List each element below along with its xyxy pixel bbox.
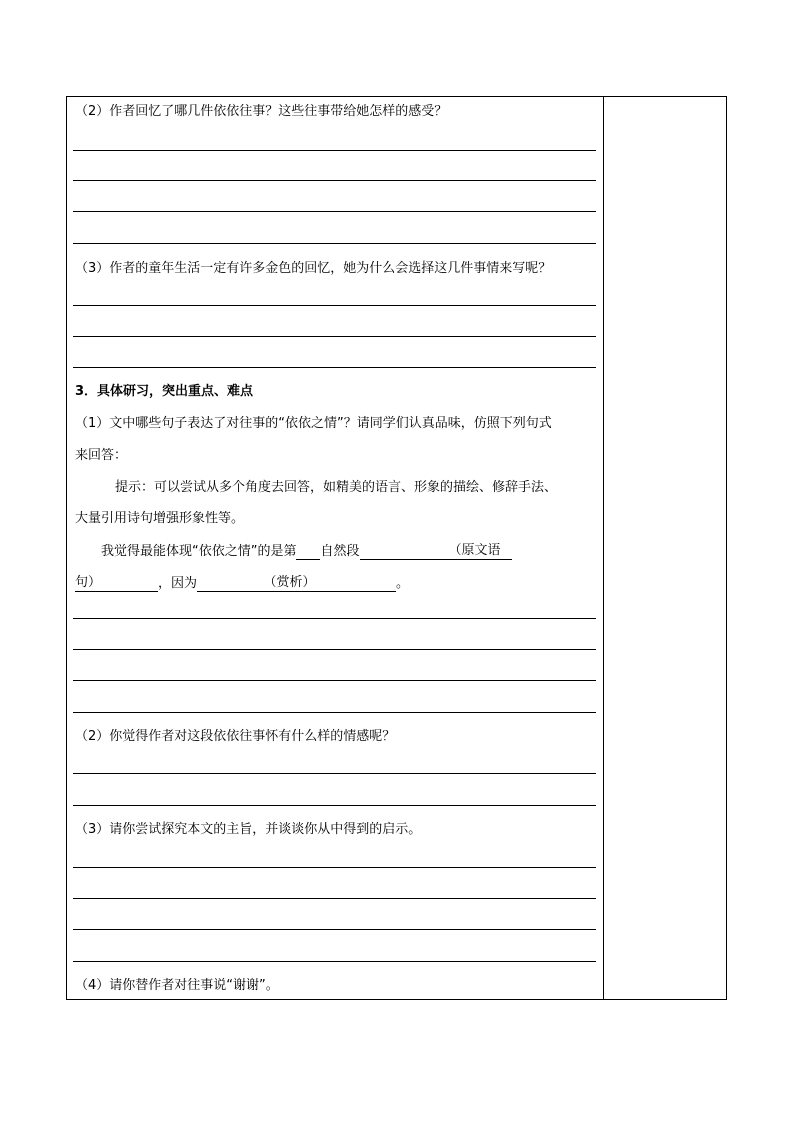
- answer-line[interactable]: [73, 867, 596, 868]
- template-text: （原文语: [438, 543, 512, 560]
- answer-line[interactable]: [73, 150, 596, 151]
- analysis-blank[interactable]: [197, 575, 262, 592]
- answer-line[interactable]: [73, 712, 596, 713]
- answer-line[interactable]: [73, 773, 596, 774]
- template-text: 我觉得最能体现“依依之情”的是第: [101, 544, 297, 559]
- answer-line[interactable]: [73, 961, 596, 962]
- quote-blank-continued[interactable]: [101, 575, 158, 592]
- template-text: （赏析）: [263, 575, 316, 590]
- answer-line[interactable]: [73, 367, 596, 368]
- question-2: （2）作者回忆了哪几件依依往事？这些往事带给她怎样的感受？: [75, 104, 448, 119]
- answer-line[interactable]: [73, 180, 596, 181]
- answer-template-line-2: [75, 575, 409, 592]
- sub-question-2: （2）你觉得作者对这段依依往事怀有什么样的情感呢？: [75, 729, 396, 744]
- answer-template-line-1: [101, 543, 512, 560]
- quote-blank[interactable]: [360, 543, 438, 560]
- question-3: （3）作者的童年生活一定有许多金色的回忆，她为什么会选择这几件事情来写呢？: [75, 261, 552, 276]
- answer-line[interactable]: [73, 929, 596, 930]
- section-3-heading: 3．具体研习，突出重点、难点: [75, 384, 254, 399]
- hint-line-2: 大量引用诗句增强形象性等。: [75, 511, 245, 526]
- answer-line[interactable]: [73, 211, 596, 212]
- answer-line[interactable]: [73, 680, 596, 681]
- answer-line[interactable]: [73, 243, 596, 244]
- answer-line[interactable]: [73, 649, 596, 650]
- answer-line[interactable]: [73, 336, 596, 337]
- answer-line[interactable]: [73, 305, 596, 306]
- sub-question-4: （4）请你替作者对往事说“谢谢”。: [75, 978, 279, 993]
- answer-line[interactable]: [73, 618, 596, 619]
- template-text: 自然段: [320, 544, 360, 559]
- paragraph-number-blank[interactable]: [296, 543, 320, 560]
- sub-question-1-line-1: （1）文中哪些句子表达了对往事的“依依之情”？请同学们认真品味，仿照下列句式: [75, 416, 552, 431]
- answer-line[interactable]: [73, 898, 596, 899]
- template-text: ，因为: [158, 576, 198, 591]
- table-column-divider: [603, 96, 604, 1000]
- sub-question-3: （3）请你尝试探究本文的主旨，并谈谈你从中得到的启示。: [75, 822, 422, 837]
- sub-question-1-line-2: 来回答：: [75, 448, 128, 463]
- answer-line[interactable]: [73, 805, 596, 806]
- analysis-blank-continued[interactable]: [317, 575, 396, 592]
- template-text: 句）: [75, 575, 102, 590]
- hint-line-1: 提示：可以尝试从多个角度去回答，如精美的语言、形象的描绘、修辞手法、: [115, 480, 558, 495]
- template-text: 。: [396, 576, 410, 591]
